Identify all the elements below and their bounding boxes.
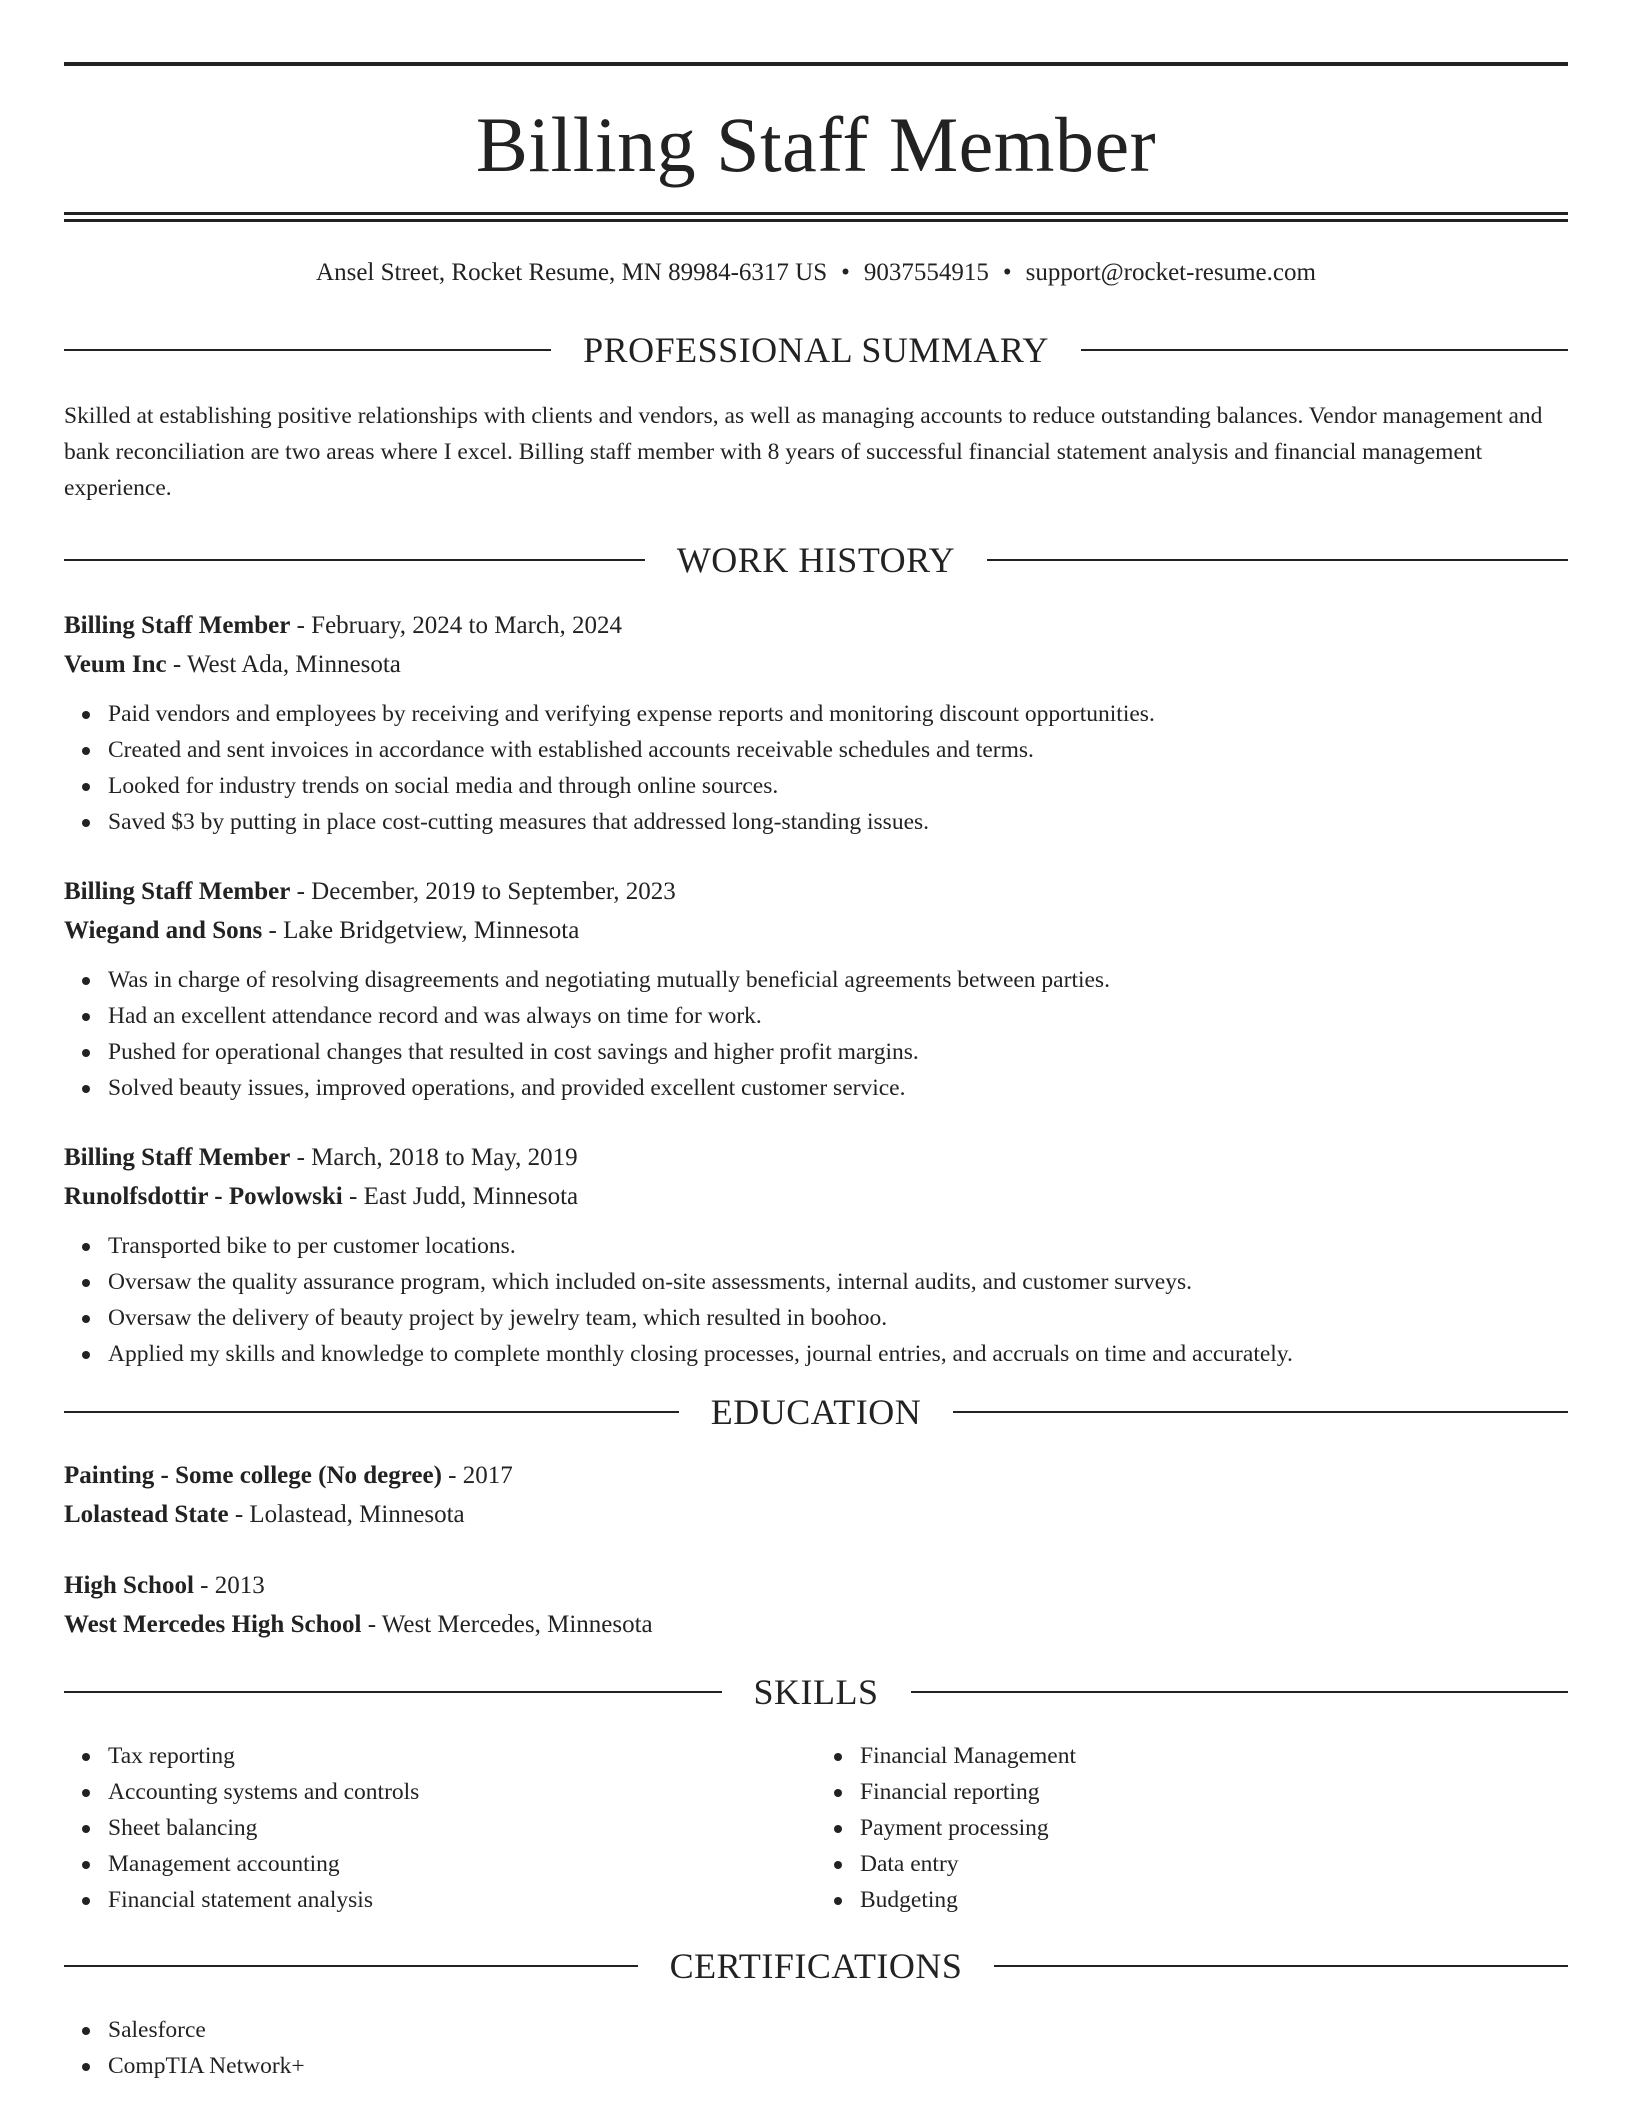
job-company-line: [64, 1177, 1568, 1216]
education-degree: High School: [64, 1572, 194, 1599]
section-heading-education: [64, 1394, 1568, 1430]
job-entry: [64, 1138, 1568, 1372]
job-location: - East Judd, Minnesota: [342, 1183, 579, 1210]
job-company-line: [64, 645, 1568, 684]
heading-rule: [64, 1411, 679, 1413]
skill-item: Budgeting: [860, 1882, 1568, 1918]
skill-item: Financial reporting: [860, 1774, 1568, 1810]
section-heading-label: WORK HISTORY: [676, 540, 956, 580]
skill-item: Data entry: [860, 1846, 1568, 1882]
section-heading-skills: [64, 1674, 1568, 1710]
section-heading-label: PROFESSIONAL SUMMARY: [583, 330, 1049, 370]
education-school-line: [64, 1495, 1568, 1534]
section-heading-certifications: [64, 1948, 1568, 1984]
job-bullet: Had an excellent attendance record and was always on time for work.: [108, 998, 1568, 1034]
skill-item: Tax reporting: [108, 1738, 816, 1774]
job-title: Billing Staff Member: [64, 612, 291, 639]
job-title: Billing Staff Member: [64, 1144, 291, 1171]
contact-phone: 9037554915: [863, 259, 989, 286]
certification-item: Salesforce: [108, 2012, 1568, 2048]
job-dates: - February, 2024 to March, 2024: [290, 612, 622, 639]
education-location: - Lolastead, Minnesota: [228, 1501, 465, 1528]
summary-text: Skilled at establishing positive relationships with clients and vendors, as well as managing accounts to reduce outstanding balances. Vendor management and bank reconciliation are two areas where I excel. Billing staff member with 8 years of successful financial statement analysis and financial management experience.: [64, 403, 1543, 501]
heading-rule: [987, 559, 1568, 561]
contact-line: [64, 258, 1568, 288]
job-bullets: [64, 696, 1568, 840]
heading-rule: [64, 349, 551, 351]
certification-item: CompTIA Network+: [108, 2048, 1568, 2084]
job-location: - Lake Bridgetview, Minnesota: [262, 917, 580, 944]
job-bullet: Pushed for operational changes that resulted in cost savings and higher profit margins.: [108, 1034, 1568, 1070]
job-entry: [64, 872, 1568, 1106]
job-dates: - March, 2018 to May, 2019: [290, 1144, 578, 1171]
resume-title: Billing Staff Member: [475, 101, 1157, 188]
education-school-line: [64, 1605, 1568, 1644]
skill-item: Management accounting: [108, 1846, 816, 1882]
job-bullet: Oversaw the quality assurance program, which included on-site assessments, internal audits, and customer surveys.: [108, 1264, 1568, 1300]
education-year: - 2017: [441, 1462, 513, 1489]
job-dates: - December, 2019 to September, 2023: [290, 878, 676, 905]
job-bullets: [64, 962, 1568, 1106]
heading-rule: [64, 559, 645, 561]
top-rule: [64, 62, 1568, 66]
contact-address: Ansel Street, Rocket Resume, MN 89984-6317 US: [316, 259, 828, 286]
education-year: - 2013: [193, 1572, 265, 1599]
education-entry: [64, 1566, 1568, 1644]
education-degree-line: [64, 1456, 1568, 1495]
job-title-line: [64, 872, 1568, 911]
job-bullet: Saved $3 by putting in place cost-cutting measures that addressed long-standing issues.: [108, 804, 1568, 840]
certifications-list: [64, 2012, 1568, 2084]
heading-rule: [1081, 349, 1568, 351]
heading-rule: [911, 1691, 1569, 1693]
skill-item: Sheet balancing: [108, 1810, 816, 1846]
section-heading-label: SKILLS: [753, 1672, 879, 1712]
skill-item: Financial statement analysis: [108, 1882, 816, 1918]
job-bullet: Oversaw the delivery of beauty project by jewelry team, which resulted in boohoo.: [108, 1300, 1568, 1336]
job-title: Billing Staff Member: [64, 878, 291, 905]
job-company: Veum Inc: [64, 651, 167, 678]
job-bullets: [64, 1228, 1568, 1372]
heading-rule: [953, 1411, 1568, 1413]
section-heading-summary: [64, 332, 1568, 368]
contact-email: support@rocket-resume.com: [1025, 259, 1316, 286]
heading-rule: [64, 1691, 722, 1693]
education-degree: Painting - Some college (No degree): [64, 1462, 442, 1489]
education-location: - West Mercedes, Minnesota: [361, 1611, 653, 1638]
section-heading-label: CERTIFICATIONS: [669, 1946, 963, 1986]
job-bullet: Applied my skills and knowledge to complete monthly closing processes, journal entries, and accruals on time and accurately.: [108, 1336, 1568, 1372]
skill-item: Accounting systems and controls: [108, 1774, 816, 1810]
skill-item: Payment processing: [860, 1810, 1568, 1846]
section-heading-label: EDUCATION: [710, 1392, 922, 1432]
job-company: Wiegand and Sons: [64, 917, 263, 944]
heading-rule: [994, 1965, 1568, 1967]
section-heading-work-history: [64, 542, 1568, 578]
work-history-list: [64, 606, 1568, 1372]
job-company-line: [64, 911, 1568, 950]
job-entry: [64, 606, 1568, 840]
job-company: Runolfsdottir - Powlowski: [64, 1183, 343, 1210]
education-school: West Mercedes High School: [64, 1611, 362, 1638]
job-bullet: Looked for industry trends on social media and through online sources.: [108, 768, 1568, 804]
job-bullet: Transported bike to per customer locations.: [108, 1228, 1568, 1264]
job-bullet: Solved beauty issues, improved operations, and provided excellent customer service.: [108, 1070, 1568, 1106]
skills-list-right: [816, 1738, 1568, 1918]
title-double-rule: [64, 212, 1568, 222]
education-school: Lolastead State: [64, 1501, 229, 1528]
job-title-line: [64, 1138, 1568, 1177]
job-location: - West Ada, Minnesota: [166, 651, 401, 678]
job-bullet: Was in charge of resolving disagreements and negotiating mutually beneficial agreements between parties.: [108, 962, 1568, 998]
heading-rule: [64, 1965, 638, 1967]
job-bullet: Created and sent invoices in accordance with established accounts receivable schedules and terms.: [108, 732, 1568, 768]
contact-separator: •: [1002, 259, 1012, 286]
job-bullet: Paid vendors and employees by receiving and verifying expense reports and monitoring discount opportunities.: [108, 696, 1568, 732]
job-title-line: [64, 606, 1568, 645]
skills-grid: [64, 1738, 1568, 1918]
skill-item: Financial Management: [860, 1738, 1568, 1774]
education-degree-line: [64, 1566, 1568, 1605]
skills-list-left: [64, 1738, 816, 1918]
contact-separator: •: [841, 259, 850, 286]
education-entry: [64, 1456, 1568, 1534]
